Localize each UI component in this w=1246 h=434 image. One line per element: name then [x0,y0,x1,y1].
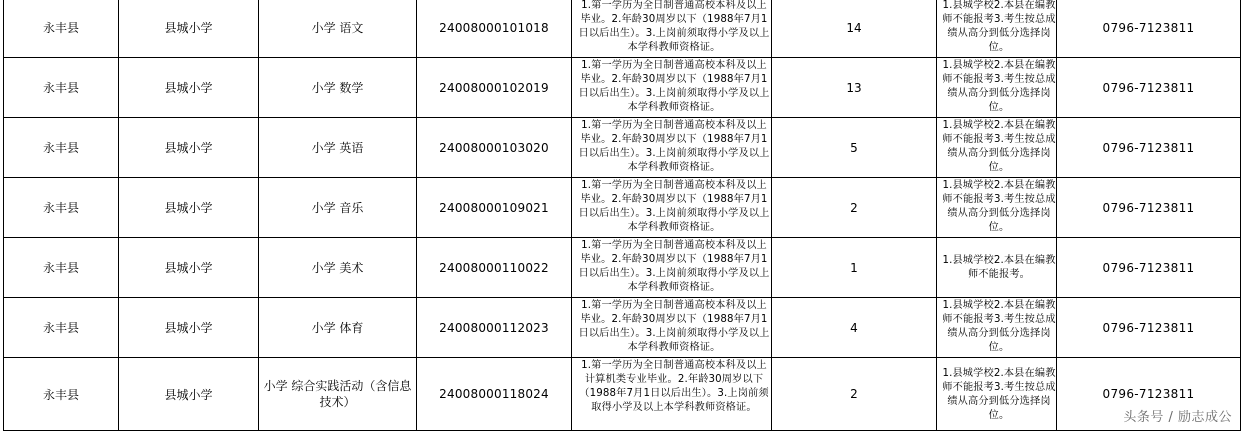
headcount-cell: 14 [772,0,937,58]
requirements-cell [572,118,772,178]
requirements-cell [572,58,772,118]
county-cell: 永丰县 [4,298,119,358]
headcount-cell: 1 [772,238,937,298]
post-code-cell: 24008000118024 [417,358,572,431]
notes-text: 1.县城学校2.本县在编教师不能报考。 [942,254,1056,280]
school-cell: 县城小学 [119,58,259,118]
phone-cell: 0796-7123811 [1057,238,1241,298]
requirements-text: 1.第一学历为全日制普通高校本科及以上毕业。2.年龄30周岁以下（1988年7月1日以后出生）。3.上岗前须取得小学及以上本学科教师资格证。 [578,300,770,353]
post-cell: 小学 美术 [259,238,417,298]
requirements-text: 1.第一学历为全日制普通高校本科及以上毕业。2.年龄30周岁以下（1988年7月1日以后出生）。3.上岗前须取得小学及以上本学科教师资格证。 [578,60,770,113]
phone-cell: 0796-7123811 [1057,58,1241,118]
school-cell: 县城小学 [119,0,259,58]
school-cell: 县城小学 [119,358,259,431]
phone-cell: 0796-7123811 [1057,178,1241,238]
notes-cell [937,118,1057,178]
notes-cell [937,238,1057,298]
county-cell: 永丰县 [4,178,119,238]
county-cell: 永丰县 [4,58,119,118]
watermark-text: 头条号 / 励志成公 [1121,405,1234,426]
notes-text: 1.县城学校2.本县在编教师不能报考3.考生按总成绩从高分到低分选择岗位。 [942,368,1056,421]
requirements-cell [572,238,772,298]
requirements-cell [572,178,772,238]
table-row [4,298,1241,358]
post-cell: 小学 英语 [259,118,417,178]
requirements-text: 1.第一学历为全日制普通高校本科及以上毕业。2.年龄30周岁以下（1988年7月1日以后出生）。3.上岗前须取得小学及以上本学科教师资格证。 [578,120,770,173]
table-row [4,0,1241,58]
school-cell: 县城小学 [119,298,259,358]
requirements-cell [572,0,772,58]
requirements-text: 1.第一学历为全日制普通高校本科及以上毕业。2.年龄30周岁以下（1988年7月1日以后出生）。3.上岗前须取得小学及以上本学科教师资格证。 [578,240,770,293]
county-cell: 永丰县 [4,238,119,298]
notes-text: 1.县城学校2.本县在编教师不能报考3.考生按总成绩从高分到低分选择岗位。 [942,180,1056,233]
headcount-cell: 2 [772,178,937,238]
requirements-text: 1.第一学历为全日制普通高校本科及以上毕业。2.年龄30周岁以下（1988年7月1日以后出生）。3.上岗前须取得小学及以上本学科教师资格证。 [578,0,770,53]
post-code-cell: 24008000103020 [417,118,572,178]
phone-cell: 0796-7123811 [1057,358,1241,431]
requirements-cell [572,298,772,358]
school-cell: 县城小学 [119,118,259,178]
headcount-cell: 2 [772,358,937,431]
phone-cell: 0796-7123811 [1057,298,1241,358]
notes-text: 1.县城学校2.本县在编教师不能报考3.考生按总成绩从高分到低分选择岗位。 [942,60,1056,113]
notes-cell [937,58,1057,118]
requirements-cell [572,358,772,431]
notes-text: 1.县城学校2.本县在编教师不能报考3.考生按总成绩从高分到低分选择岗位。 [942,300,1056,353]
headcount-cell: 5 [772,118,937,178]
table-row [4,358,1241,431]
notes-text: 1.县城学校2.本县在编教师不能报考3.考生按总成绩从高分到低分选择岗位。 [942,120,1056,173]
headcount-cell: 4 [772,298,937,358]
requirements-text: 1.第一学历为全日制普通高校本科及以上计算机类专业毕业。2.年龄30周岁以下（1988年7月1日以后出生）。3.上岗前须取得小学及以上本学科教师资格证。 [579,360,769,413]
headcount-cell: 13 [772,58,937,118]
notes-text: 1.县城学校2.本县在编教师不能报考3.考生按总成绩从高分到低分选择岗位。 [942,0,1056,53]
school-cell: 县城小学 [119,178,259,238]
notes-cell [937,0,1057,58]
table-row [4,238,1241,298]
requirements-text: 1.第一学历为全日制普通高校本科及以上毕业。2.年龄30周岁以下（1988年7月1日以后出生）。3.上岗前须取得小学及以上本学科教师资格证。 [578,180,770,233]
phone-cell: 0796-7123811 [1057,118,1241,178]
post-code-cell: 24008000101018 [417,0,572,58]
recruitment-table [3,0,1241,431]
post-cell: 小学 数学 [259,58,417,118]
notes-cell [937,298,1057,358]
post-code-cell: 24008000112023 [417,298,572,358]
county-cell: 永丰县 [4,118,119,178]
table-row [4,118,1241,178]
post-cell: 小学 综合实践活动（含信息技术） [259,358,417,431]
table-row [4,178,1241,238]
post-cell: 小学 音乐 [259,178,417,238]
table-row [4,58,1241,118]
phone-cell: 0796-7123811 [1057,0,1241,58]
notes-cell [937,358,1057,431]
post-code-cell: 24008000102019 [417,58,572,118]
county-cell: 永丰县 [4,358,119,431]
post-cell: 小学 体育 [259,298,417,358]
notes-cell [937,178,1057,238]
school-cell: 县城小学 [119,238,259,298]
post-code-cell: 24008000110022 [417,238,572,298]
county-cell: 永丰县 [4,0,119,58]
post-code-cell: 24008000109021 [417,178,572,238]
post-cell: 小学 语文 [259,0,417,58]
